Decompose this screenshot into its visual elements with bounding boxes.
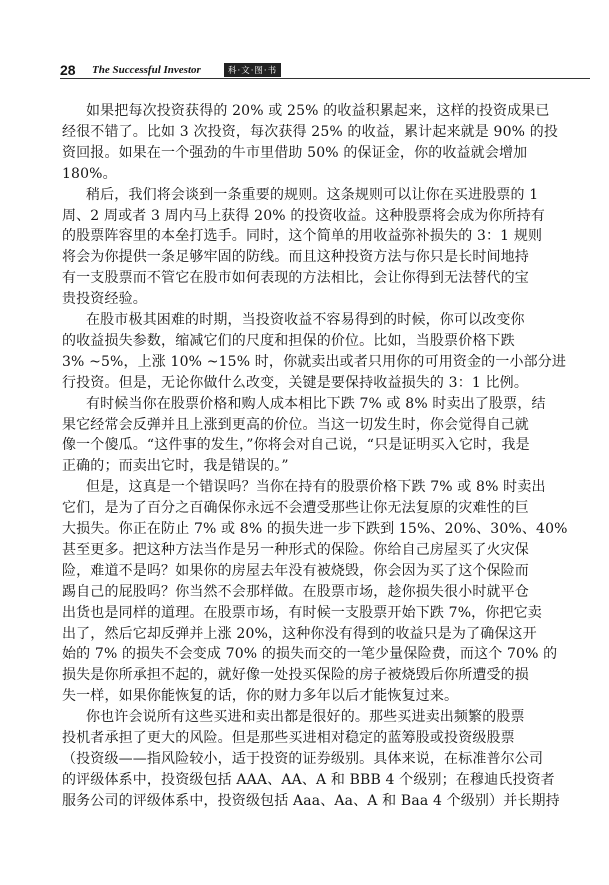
text-line: 踢自己的屁股吗？你当然不会那样做。在股票市场，趁你损失很小时就平仓 (62, 583, 529, 600)
text-line: 失一样，如果你能恢复的话，你的财力多年以后才能恢复过来。 (62, 688, 459, 705)
text-line: 有一支股票而不管它在股市如何表现的方法相比，会让你得到无法替代的宝 (62, 270, 529, 287)
text-line: 180%。 (62, 165, 117, 182)
text-line: 甚至更多。把这种方法当作是另一种形式的保险。你给自己房屋买了火灾保 (62, 541, 529, 558)
text-line: 出了，然后它却反弹并上涨 20%，这种你没有得到的收益只是为了确保这开 (62, 625, 537, 642)
text-line: 但是，这真是一个错误吗？当你在持有的股票价格下跌 7% 或 8% 时卖出 (86, 479, 546, 496)
text-line: 果它经常会反弹并且上涨到更高的价位。当这一切发生时，你会觉得自己就 (62, 416, 529, 433)
header-rule (60, 78, 590, 79)
text-line: 行投资。但是，无论你做什么改变，关键是要保持收益损失的 3：1 比例。 (62, 374, 528, 391)
text-line: 像一个傻瓜。“这件事的发生，”你将会对自己说，“只是证明买入它时，我是 (62, 437, 530, 454)
text-line: 损失是你所承担不起的，就好像一处投买保险的房子被烧毁后你所遭受的损 (62, 667, 529, 684)
text-line: 有时候当你在股票价格和购人成本相比下跌 7% 或 8% 时卖出了股票，结 (86, 395, 546, 412)
text-line: 始的 7% 的损失不会变成 70% 的损失而交的一笔少量保险费，而这个 70% 的 (62, 646, 558, 663)
text-line: 周、2 周或者 3 周内马上获得 20% 的投资收益。这种股票将会成为你所持有 (62, 207, 546, 224)
text-line: 的评级体系中，投资级包括 AAA、AA、A 和 BBB 4 个级别；在穆迪氏投资者 (62, 771, 555, 788)
text-line: 如果把每次投资获得的 20% 或 25% 的收益积累起来，这样的投资成果已 (86, 103, 550, 119)
page-number: 28 (60, 62, 76, 78)
text-line: 出货也是同样的道理。在股票市场，有时候一支股票开始下跌 7%，你把它卖 (62, 604, 542, 621)
text-line: 大损失。你正在防止 7% 或 8% 的损失进一步下跌到 15%、20%、30%、40% (62, 521, 568, 537)
text-line: 险，难道不是吗？如果你的房屋去年没有被烧毁，你会因为买了这个保险而 (62, 562, 529, 579)
text-line: 经很不错了。比如 3 次投资，每次获得 25% 的收益，累计起来就是 90% 的投 (62, 123, 558, 140)
series-label: 科·文·图·书 (224, 63, 281, 77)
text-line: 你也许会说所有这些买进和卖出都是很好的。那些买进卖出频繁的股票 (86, 709, 525, 726)
text-line: （投资级——指风险较小，适于投资的证券级别。具体来说，在标准普尔公司 (62, 750, 544, 767)
text-line: 资回报。如果在一个强劲的牛市里借助 50% 的保证金，你的收益就会增加 (62, 144, 528, 161)
text-line: 它们，是为了百分之百确保你永远不会遭受那些让你无法复原的灾难性的巨 (62, 500, 529, 517)
running-header (60, 62, 590, 82)
book-title: The Successful Investor (92, 64, 201, 76)
text-line: 服务公司的评级体系中，投资级包括 Aaa、Aa、A 和 Baa 4 个级别）并长期持 (62, 792, 560, 809)
text-line: 投机者承担了更大的风险。但是那些买进相对稳定的蓝筹股或投资级股票 (62, 730, 515, 746)
text-line: 3% ~5%，上涨 10% ~15% 时，你就卖出或者只用你的可用资金的一小部分进 (62, 353, 567, 370)
text-line: 的股票阵容里的本垒打选手。同时，这个简单的用收益弥补损失的 3：1 规则 (62, 228, 543, 245)
text-line: 在股市极其困难的时期，当投资收益不容易得到的时候，你可以改变你 (86, 312, 525, 328)
text-line: 正确的；而卖出它时，我是错误的。” (62, 458, 289, 475)
text-line: 稍后，我们将会谈到一条重要的规则。这条规则可以让你在买进股票的 1 (86, 186, 539, 203)
text-line: 的收益损失参数，缩减它们的尺度和担保的价位。比如，当股票价格下跌 (62, 332, 515, 349)
text-line: 贵投资经验。 (62, 291, 147, 308)
text-line: 将会为你提供一条足够牢固的防线。而且这种投资方法与你只是长时间地持 (62, 249, 529, 266)
